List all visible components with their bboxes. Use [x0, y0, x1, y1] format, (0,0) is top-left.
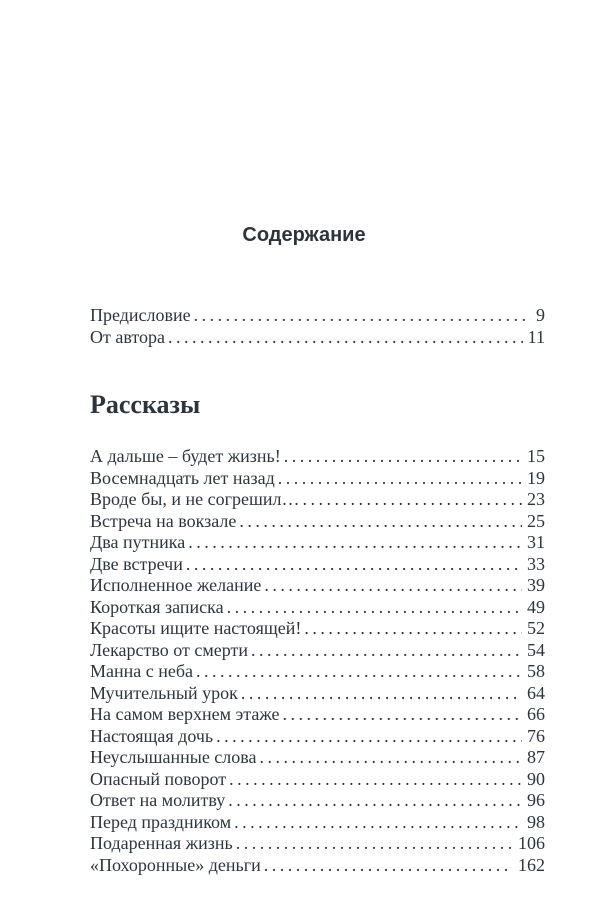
toc-entry-title: На самом верхнем этаже [90, 704, 280, 724]
toc-entry-title: Встреча на вокзале [90, 510, 237, 531]
dot-leader [165, 327, 523, 349]
dot-leader [193, 661, 522, 683]
toc-entry [90, 640, 545, 662]
toc-entry-page: 90 [527, 768, 545, 789]
toc-entry-page: 15 [527, 446, 545, 466]
toc-entry-title: Неуслышанные слова [90, 747, 257, 767]
toc-entry-page: 162 [518, 854, 545, 875]
dot-leader [231, 812, 522, 834]
toc-entry-page: 54 [527, 639, 545, 660]
toc-entry-title: Опасный поворот [90, 768, 227, 789]
toc-entry-title: Две встречи [90, 553, 183, 574]
toc-entry [90, 468, 545, 490]
toc-entry-title: Восемнадцать лет назад [90, 467, 275, 488]
toc-entry-title: Настоящая дочь [90, 725, 214, 746]
toc-entry-page: 25 [527, 510, 545, 531]
dot-leader [224, 597, 522, 619]
toc-entry [90, 511, 545, 533]
toc-entry-title: А дальше – будет жизнь! [90, 446, 281, 466]
stories-list [90, 446, 545, 876]
toc-entry-title: Исполненное желание [90, 575, 262, 595]
toc-entry-page: 96 [527, 790, 545, 810]
toc-entry [90, 769, 545, 791]
section-heading: Рассказы [90, 390, 201, 419]
toc-entry-title: Два путника [90, 532, 186, 552]
page-title: Содержание [242, 224, 366, 246]
toc-entry [90, 446, 545, 468]
toc-entry-title: Предисловие [90, 305, 191, 325]
dot-leader [281, 446, 522, 468]
toc-entry-title: «Похоронные» деньги [90, 854, 261, 875]
toc-entry-page: 106 [518, 833, 545, 853]
toc-entry-page: 66 [527, 704, 545, 724]
front-matter-list [90, 305, 545, 348]
toc-entry-title: Подаренная жизнь [90, 833, 233, 853]
toc-entry-page: 64 [527, 682, 545, 703]
toc-entry [90, 305, 545, 327]
dot-leader [191, 305, 531, 327]
toc-entry-title: Красоты ищите настоящей! [90, 618, 302, 638]
toc-entry-page: 33 [527, 553, 545, 574]
dot-leader [226, 769, 522, 791]
toc-entry [90, 812, 545, 834]
toc-entry-page: 19 [527, 467, 545, 488]
dot-leader [261, 855, 513, 877]
toc-entry-page: 58 [527, 661, 545, 681]
dot-leader [257, 747, 522, 769]
toc-entry [90, 554, 545, 576]
toc-entry-page: 31 [527, 532, 545, 552]
toc-entry [90, 618, 545, 640]
toc-entry [90, 489, 545, 511]
toc-entry [90, 327, 545, 349]
dot-leader [275, 468, 522, 490]
toc-entry-page: 9 [536, 305, 545, 325]
toc-entry-page: 87 [527, 747, 545, 767]
toc-entry [90, 597, 545, 619]
toc-entry [90, 790, 545, 812]
toc-entry [90, 833, 545, 855]
toc-entry [90, 704, 545, 726]
toc-entry-page: 76 [527, 725, 545, 746]
toc-entry-title: Мучительный урок [90, 682, 238, 703]
dot-leader [185, 532, 522, 554]
dot-leader [225, 790, 522, 812]
toc-entry-title: Перед праздником [90, 811, 232, 832]
toc-entry [90, 747, 545, 769]
toc-entry [90, 726, 545, 748]
dot-leader [238, 683, 522, 705]
toc-entry-page: 39 [527, 575, 545, 595]
toc-entry-title: Лекарство от смерти [90, 639, 249, 660]
toc-entry [90, 661, 545, 683]
toc-entry [90, 575, 545, 597]
toc-entry-title: От автора [90, 326, 166, 347]
toc-entry-title: Короткая записка [90, 596, 224, 617]
dot-leader [233, 833, 513, 855]
dot-leader [301, 618, 522, 640]
toc-entry-title: Вроде бы, и не согрешил… [90, 489, 300, 509]
toc-entry-page: 98 [527, 811, 545, 832]
toc-entry-page: 23 [527, 489, 545, 509]
dot-leader [299, 489, 522, 511]
toc-entry-page: 49 [527, 596, 545, 617]
toc-entry-page: 11 [527, 326, 545, 347]
toc-entry [90, 532, 545, 554]
dot-leader [280, 704, 522, 726]
toc-entry [90, 855, 545, 877]
dot-leader [248, 640, 522, 662]
dot-leader [213, 726, 522, 748]
toc-entry-title: Ответ на молитву [90, 790, 226, 810]
toc-entry-title: Манна с неба [90, 661, 194, 681]
toc-entry-page: 52 [527, 618, 545, 638]
dot-leader [183, 554, 522, 576]
dot-leader [261, 575, 522, 597]
toc-entry [90, 683, 545, 705]
dot-leader [236, 511, 522, 533]
